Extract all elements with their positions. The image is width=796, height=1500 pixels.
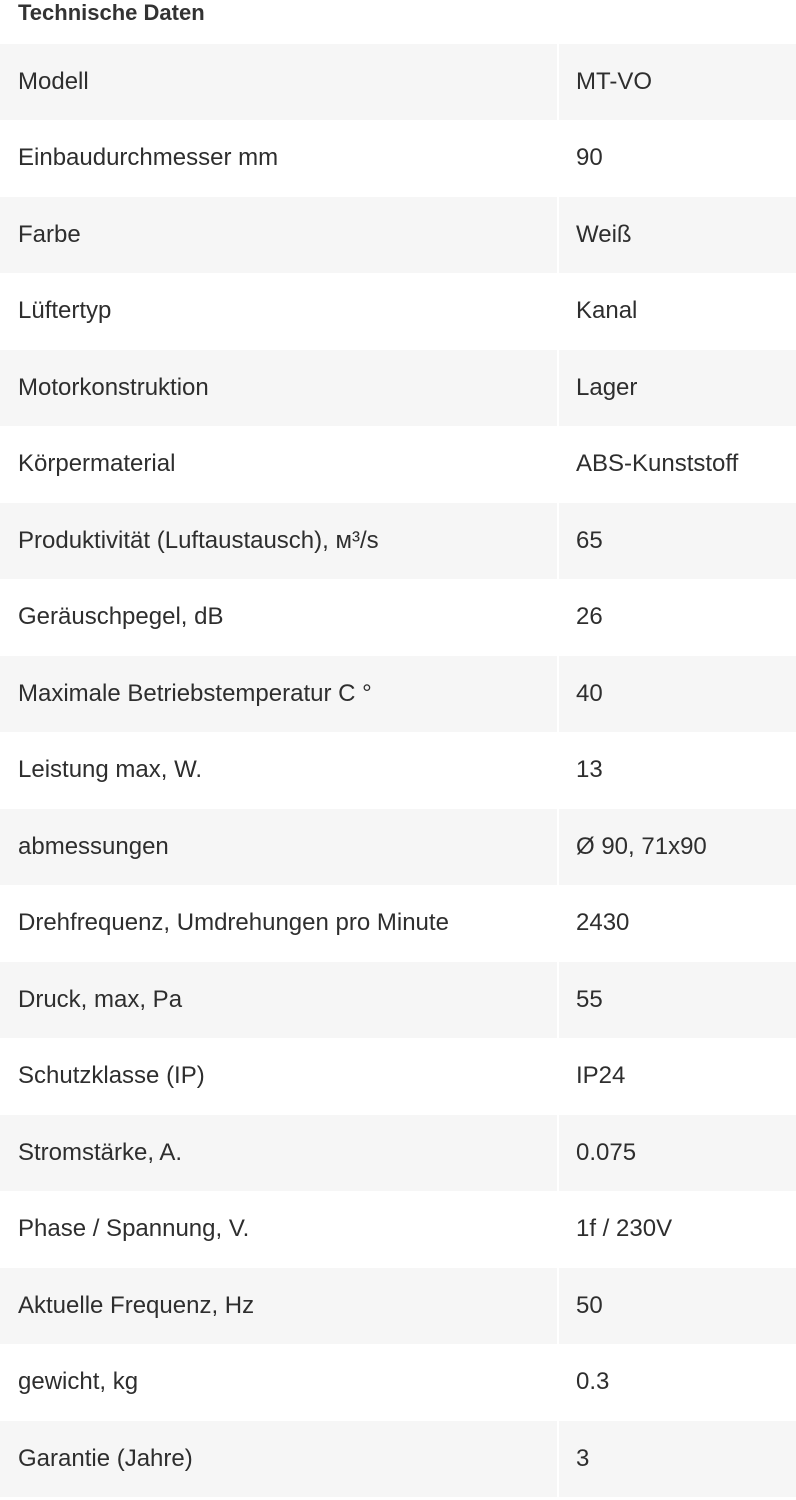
row-value: 2430: [559, 886, 796, 962]
row-value: IP24: [559, 1039, 796, 1115]
row-label: Motorkonstruktion: [0, 350, 557, 426]
row-value: 0.075: [559, 1115, 796, 1191]
row-label: Modell: [0, 44, 557, 120]
row-label: Stromstärke, A.: [0, 1115, 557, 1191]
row-value: Kanal: [559, 274, 796, 350]
row-label: abmessungen: [0, 809, 557, 885]
row-label: Einbaudurchmesser mm: [0, 121, 557, 197]
row-value: 3: [559, 1421, 796, 1497]
table-row: [0, 1345, 796, 1422]
table-row: [0, 274, 796, 351]
row-value: 1f / 230V: [559, 1192, 796, 1268]
table-row: [0, 503, 796, 580]
spec-table: [0, 44, 796, 1498]
row-label: Garantie (Jahre): [0, 1421, 557, 1497]
row-label: Drehfrequenz, Umdrehungen pro Minute: [0, 886, 557, 962]
row-value: 55: [559, 962, 796, 1038]
row-value: Lager: [559, 350, 796, 426]
row-value: ABS-Kunststoff: [559, 427, 796, 503]
table-row: [0, 886, 796, 963]
table-row: [0, 1268, 796, 1345]
row-label: Farbe: [0, 197, 557, 273]
row-value: 65: [559, 503, 796, 579]
row-value: 13: [559, 733, 796, 809]
row-value: Ø 90, 71x90: [559, 809, 796, 885]
table-row: [0, 580, 796, 657]
row-label: Geräuschpegel, dB: [0, 580, 557, 656]
row-label: Maximale Betriebstemperatur C °: [0, 656, 557, 732]
table-row: [0, 121, 796, 198]
table-row: [0, 1421, 796, 1498]
table-row: [0, 350, 796, 427]
table-row: [0, 733, 796, 810]
row-value: 0.3: [559, 1345, 796, 1421]
row-value: Weiß: [559, 197, 796, 273]
row-label: Druck, max, Pa: [0, 962, 557, 1038]
table-row: [0, 1039, 796, 1116]
row-label: Lüftertyp: [0, 274, 557, 350]
row-label: Aktuelle Frequenz, Hz: [0, 1268, 557, 1344]
table-row: [0, 1115, 796, 1192]
row-label: Phase / Spannung, V.: [0, 1192, 557, 1268]
row-label: Schutzklasse (IP): [0, 1039, 557, 1115]
row-value: MT-VO: [559, 44, 796, 120]
row-label: Leistung max, W.: [0, 733, 557, 809]
row-value: 90: [559, 121, 796, 197]
table-row: [0, 656, 796, 733]
row-label: Körpermaterial: [0, 427, 557, 503]
table-row: [0, 962, 796, 1039]
row-value: 26: [559, 580, 796, 656]
table-row: [0, 44, 796, 121]
row-value: 50: [559, 1268, 796, 1344]
table-row: [0, 809, 796, 886]
table-row: [0, 1192, 796, 1269]
row-label: gewicht, kg: [0, 1345, 557, 1421]
table-row: [0, 427, 796, 504]
row-label: Produktivität (Luftaustausch), м³/s: [0, 503, 557, 579]
row-value: 40: [559, 656, 796, 732]
table-row: [0, 197, 796, 274]
page-title: Technische Daten: [18, 0, 205, 25]
